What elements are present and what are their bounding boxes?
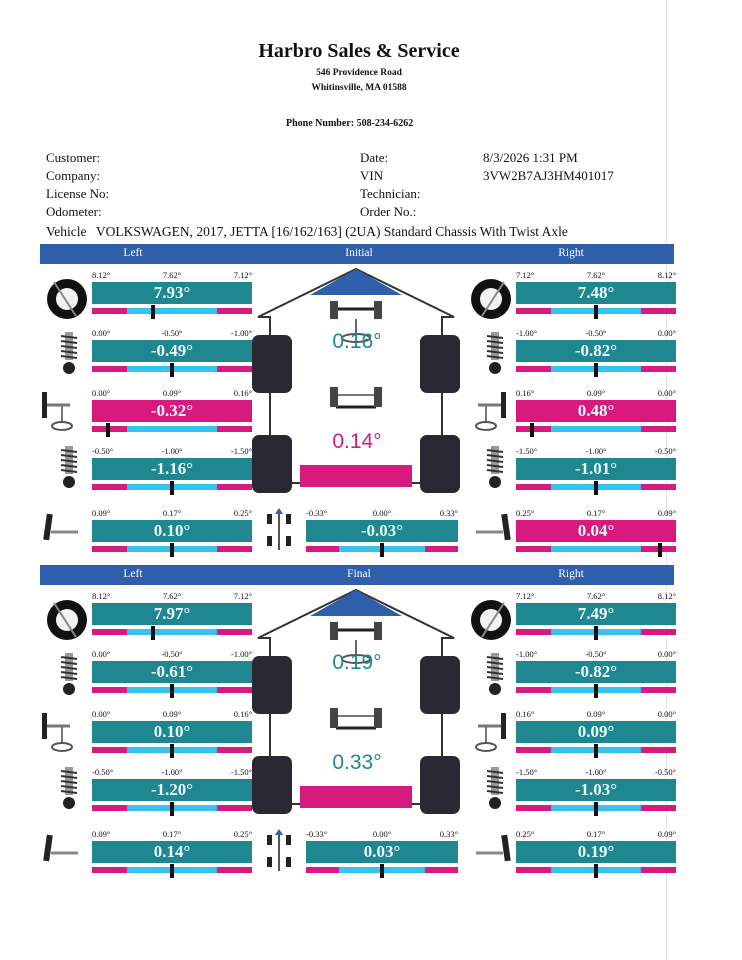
- tire-icon: [252, 756, 292, 814]
- scale-tick-label: 0.17°: [586, 508, 606, 518]
- steering-sai-icon: [40, 709, 78, 755]
- left-rear-toe-gauge: [92, 508, 252, 554]
- final-band: [40, 565, 674, 585]
- gauge-bar: [516, 747, 676, 753]
- bar-out-of-spec-left: [516, 629, 551, 635]
- scale-tick-label: 0.09°: [657, 508, 676, 518]
- gauge-value: -1.03°: [516, 779, 676, 801]
- bar-out-of-spec-right: [217, 867, 252, 873]
- company-label: Company:: [46, 168, 101, 183]
- bar-out-of-spec-left: [306, 546, 339, 552]
- scale-tick-label: -1.00°: [516, 328, 538, 338]
- right-caster-gauge: [516, 649, 676, 695]
- scale-tick-label: -0.50°: [585, 328, 607, 338]
- gauge-bar: [92, 426, 252, 432]
- left-camber-gauge: [92, 270, 252, 316]
- bar-out-of-spec-right: [217, 747, 252, 753]
- scale-tick-label: 7.62°: [162, 270, 182, 280]
- phone-line: [286, 118, 413, 129]
- right-caster-gauge: [516, 328, 676, 374]
- gauge-scale: [92, 709, 252, 721]
- tire-icon: [420, 756, 460, 814]
- right-rear-toe-gauge: [516, 829, 676, 875]
- right-rear-toe-gauge: [516, 508, 676, 554]
- left-rear-toe-gauge: [92, 829, 252, 875]
- gauge-scale: [92, 270, 252, 282]
- scale-tick-label: 0.16°: [516, 388, 535, 398]
- band-label-left: Left: [123, 568, 143, 580]
- scale-tick-label: 0.33°: [439, 508, 458, 518]
- band-label-center: Initial: [345, 247, 373, 259]
- scale-tick-label: -0.50°: [654, 446, 676, 456]
- vehicle-label: Vehicle: [46, 224, 87, 239]
- bar-out-of-spec-right: [217, 484, 252, 490]
- scale-tick-label: 0.25°: [233, 508, 252, 518]
- gauge-scale: [516, 446, 676, 458]
- toe-angle-icon: [42, 510, 82, 546]
- gauge-scale: [516, 709, 676, 721]
- bar-in-spec: [127, 629, 217, 635]
- scale-tick-label: 0.09°: [657, 829, 676, 839]
- date-value: 8/3/2026 1:31 PM: [483, 150, 578, 165]
- scale-tick-label: 8.12°: [657, 270, 676, 280]
- gauge-value: 7.97°: [92, 603, 252, 625]
- front-total-toe: 0.19°: [332, 651, 382, 674]
- gauge-value: -0.49°: [92, 340, 252, 362]
- gauge-value: 7.48°: [516, 282, 676, 304]
- scale-tick-label: 0.09°: [162, 709, 182, 719]
- vehicle-diagram: [250, 586, 462, 816]
- bar-out-of-spec-left: [516, 687, 551, 693]
- customer-label: Customer:: [46, 150, 101, 165]
- tire-icon: [420, 335, 460, 393]
- steering-sai-icon: [40, 388, 78, 434]
- bar-out-of-spec-left: [306, 867, 339, 873]
- gauge-scale: [92, 508, 252, 520]
- band-label-center: Final: [347, 568, 371, 580]
- bar-out-of-spec-right: [217, 805, 252, 811]
- bar-out-of-spec-right: [641, 629, 676, 635]
- right-camber-gauge: [516, 270, 676, 316]
- gauge-bar: [92, 805, 252, 811]
- scale-tick-label: -1.00°: [516, 649, 538, 659]
- scale-tick-label: 0.09°: [92, 829, 111, 839]
- bar-out-of-spec-right: [217, 426, 252, 432]
- scale-tick-label: 0.00°: [372, 508, 392, 518]
- scale-tick-label: -1.50°: [516, 446, 538, 456]
- phone-label: Phone Number:: [286, 118, 355, 129]
- gauge-bar: [516, 629, 676, 635]
- scale-tick-label: -0.50°: [92, 446, 114, 456]
- gauge-value: -1.16°: [92, 458, 252, 480]
- right-rear-camber-gauge: [516, 767, 676, 813]
- gauge-bar: [92, 687, 252, 693]
- bar-out-of-spec-left: [516, 867, 551, 873]
- bar-out-of-spec-left: [516, 747, 551, 753]
- gauge-bar: [516, 867, 676, 873]
- tire-icon: [252, 435, 292, 493]
- vin-value: 3VW2B7AJ3HM401017: [483, 168, 614, 183]
- scale-tick-label: -0.50°: [654, 767, 676, 777]
- scale-tick-label: 0.25°: [233, 829, 252, 839]
- tire-icon: [252, 335, 292, 393]
- gauge-value: -0.82°: [516, 661, 676, 683]
- rear-bumper: [300, 786, 412, 808]
- gauge-needle: [151, 626, 155, 640]
- bar-in-spec: [551, 546, 641, 552]
- thrust-angle-icon: [266, 829, 292, 873]
- scale-tick-label: 0.00°: [657, 388, 676, 398]
- gauge-scale: [92, 649, 252, 661]
- left-caster-gauge: [92, 328, 252, 374]
- scale-tick-label: 0.33°: [439, 829, 458, 839]
- gauge-scale: [516, 591, 676, 603]
- gauge-needle: [594, 363, 598, 377]
- gauge-scale: [306, 508, 458, 520]
- gauge-scale: [516, 649, 676, 661]
- bar-out-of-spec-left: [92, 747, 127, 753]
- order-label: Order No.:: [360, 204, 417, 219]
- scale-tick-label: 0.17°: [162, 829, 182, 839]
- phone-number: 508-234-6262: [356, 118, 414, 129]
- technician-label: Technician:: [360, 186, 421, 201]
- company-city: Whitinsville, MA 01588: [311, 83, 407, 93]
- vehicle-diagram: [250, 265, 462, 495]
- scale-tick-label: -1.00°: [585, 767, 607, 777]
- gauge-bar: [92, 484, 252, 490]
- scale-tick-label: 0.09°: [586, 388, 606, 398]
- gauge-scale: [92, 446, 252, 458]
- gauge-needle: [594, 802, 598, 816]
- bar-out-of-spec-right: [217, 308, 252, 314]
- gauge-value: -0.03°: [306, 520, 458, 542]
- scale-tick-label: 0.17°: [586, 829, 606, 839]
- bar-out-of-spec-right: [641, 484, 676, 490]
- steering-sai-icon: [470, 709, 508, 755]
- bar-out-of-spec-right: [641, 426, 676, 432]
- tire-icon: [420, 656, 460, 714]
- scale-tick-label: -0.33°: [306, 508, 328, 518]
- toe-angle-icon: [42, 831, 82, 867]
- gauge-needle: [170, 543, 174, 557]
- bar-out-of-spec-left: [516, 308, 551, 314]
- gauge-needle: [594, 744, 598, 758]
- license-label: License No:: [46, 186, 110, 201]
- scale-tick-label: -1.50°: [516, 767, 538, 777]
- bar-out-of-spec-left: [92, 366, 127, 372]
- thrust-angle-gauge: [306, 508, 458, 554]
- scale-tick-label: 0.16°: [233, 709, 252, 719]
- scale-tick-label: -1.00°: [161, 446, 183, 456]
- gauge-bar: [516, 687, 676, 693]
- scale-tick-label: 0.00°: [92, 388, 111, 398]
- bar-in-spec: [551, 426, 641, 432]
- bar-out-of-spec-right: [641, 308, 676, 314]
- left-caster-gauge: [92, 649, 252, 695]
- scale-tick-label: 7.12°: [516, 270, 535, 280]
- left-rear-camber-gauge: [92, 767, 252, 813]
- scale-tick-label: -1.00°: [585, 446, 607, 456]
- gauge-needle: [380, 864, 384, 878]
- gauge-value: 0.19°: [516, 841, 676, 863]
- bar-out-of-spec-left: [92, 484, 127, 490]
- company-name: Harbro Sales & Service: [258, 40, 460, 62]
- gauge-value: 0.09°: [516, 721, 676, 743]
- scale-tick-label: -0.50°: [92, 767, 114, 777]
- scale-tick-label: 0.16°: [516, 709, 535, 719]
- gauge-value: -0.82°: [516, 340, 676, 362]
- scale-tick-label: 0.09°: [92, 508, 111, 518]
- initial-band: [40, 244, 674, 264]
- scale-tick-label: 0.00°: [92, 709, 111, 719]
- company-street: 546 Providence Road: [316, 68, 402, 78]
- scale-tick-label: -1.50°: [230, 446, 252, 456]
- gauge-value: -1.01°: [516, 458, 676, 480]
- gauge-bar: [92, 308, 252, 314]
- gauge-bar: [92, 546, 252, 552]
- bar-out-of-spec-right: [425, 546, 458, 552]
- gauge-bar: [306, 546, 458, 552]
- bar-out-of-spec-right: [641, 805, 676, 811]
- gauge-bar: [516, 484, 676, 490]
- gauge-bar: [516, 805, 676, 811]
- strut-caster-icon: [54, 330, 84, 376]
- bar-out-of-spec-right: [641, 687, 676, 693]
- rear-total-toe: 0.33°: [332, 751, 382, 774]
- bar-out-of-spec-left: [516, 805, 551, 811]
- left-camber-gauge: [92, 591, 252, 637]
- scale-tick-label: 8.12°: [657, 591, 676, 601]
- wheel-camber-icon: [468, 597, 514, 643]
- scale-tick-label: 7.62°: [586, 270, 606, 280]
- gauge-bar: [92, 867, 252, 873]
- thrust-angle-icon: [266, 508, 292, 552]
- scale-tick-label: 0.00°: [92, 649, 111, 659]
- band-label-right: Right: [558, 247, 584, 259]
- bar-out-of-spec-left: [92, 805, 127, 811]
- scale-tick-label: -0.50°: [161, 328, 183, 338]
- gauge-bar: [92, 747, 252, 753]
- bar-out-of-spec-right: [217, 366, 252, 372]
- toe-angle-icon: [472, 831, 512, 867]
- date-label: Date:: [360, 150, 389, 165]
- gauge-bar: [516, 546, 676, 552]
- bar-out-of-spec-left: [516, 366, 551, 372]
- thrust-angle-gauge: [306, 829, 458, 875]
- gauge-value: 0.48°: [516, 400, 676, 422]
- scale-tick-label: 7.12°: [233, 270, 252, 280]
- strut-caster-icon: [480, 765, 510, 811]
- gauge-needle: [594, 864, 598, 878]
- gauge-scale: [516, 388, 676, 400]
- strut-caster-icon: [480, 651, 510, 697]
- gauge-value: 7.93°: [92, 282, 252, 304]
- gauge-value: -0.32°: [92, 400, 252, 422]
- bar-out-of-spec-right: [641, 366, 676, 372]
- vin-label: VIN: [360, 168, 384, 183]
- gauge-scale: [516, 508, 676, 520]
- gauge-scale: [516, 829, 676, 841]
- tire-icon: [420, 435, 460, 493]
- wheel-camber-icon: [468, 276, 514, 322]
- gauge-needle: [170, 744, 174, 758]
- rear-bumper: [300, 465, 412, 487]
- scale-tick-label: 0.16°: [233, 388, 252, 398]
- gauge-scale: [92, 767, 252, 779]
- direction-arrow-icon: [310, 269, 402, 295]
- gauge-bar: [92, 366, 252, 372]
- gauge-value: 0.03°: [306, 841, 458, 863]
- scale-tick-label: 0.09°: [586, 709, 606, 719]
- scale-tick-label: -1.00°: [161, 767, 183, 777]
- gauge-bar: [516, 426, 676, 432]
- front-total-toe: 0.16°: [332, 330, 382, 353]
- scale-tick-label: 0.00°: [657, 649, 676, 659]
- gauge-needle: [594, 305, 598, 319]
- strut-caster-icon: [480, 330, 510, 376]
- band-label-right: Right: [558, 568, 584, 580]
- scale-tick-label: 0.25°: [516, 508, 535, 518]
- bar-out-of-spec-right: [217, 629, 252, 635]
- gauge-scale: [92, 829, 252, 841]
- bar-out-of-spec-right: [217, 546, 252, 552]
- gauge-scale: [516, 767, 676, 779]
- vehicle-value: VOLKSWAGEN, 2017, JETTA [16/162/163] (2UA) Standard Chassis With Twist Axle: [95, 224, 568, 239]
- scale-tick-label: 0.00°: [657, 328, 676, 338]
- bar-out-of-spec-left: [516, 484, 551, 490]
- toe-angle-icon: [472, 510, 512, 546]
- bar-out-of-spec-left: [92, 308, 127, 314]
- scale-tick-label: -1.50°: [230, 767, 252, 777]
- strut-caster-icon: [54, 651, 84, 697]
- gauge-bar: [92, 629, 252, 635]
- scale-tick-label: 0.09°: [162, 388, 182, 398]
- bar-out-of-spec-left: [516, 546, 551, 552]
- gauge-bar: [516, 308, 676, 314]
- scale-tick-label: 0.17°: [162, 508, 182, 518]
- bar-out-of-spec-right: [217, 687, 252, 693]
- scale-tick-label: 7.12°: [516, 591, 535, 601]
- scale-tick-label: 0.00°: [92, 328, 111, 338]
- gauge-needle: [151, 305, 155, 319]
- steering-sai-icon: [470, 388, 508, 434]
- gauge-scale: [516, 270, 676, 282]
- gauge-value: 0.10°: [92, 520, 252, 542]
- bar-out-of-spec-left: [92, 629, 127, 635]
- bar-out-of-spec-right: [641, 867, 676, 873]
- gauge-needle: [170, 802, 174, 816]
- scale-tick-label: -1.00°: [230, 649, 252, 659]
- direction-arrow-icon: [310, 590, 402, 616]
- gauge-needle: [170, 684, 174, 698]
- gauge-value: 0.10°: [92, 721, 252, 743]
- gauge-scale: [92, 328, 252, 340]
- gauge-value: 0.04°: [516, 520, 676, 542]
- scale-tick-label: 8.12°: [92, 591, 111, 601]
- scale-tick-label: -0.33°: [306, 829, 328, 839]
- bar-out-of-spec-left: [92, 687, 127, 693]
- gauge-scale: [306, 829, 458, 841]
- scale-tick-label: 0.25°: [516, 829, 535, 839]
- strut-caster-icon: [54, 444, 84, 490]
- gauge-needle: [380, 543, 384, 557]
- right-front-toe-gauge: [516, 388, 676, 434]
- right-rear-camber-gauge: [516, 446, 676, 492]
- bar-in-spec: [127, 426, 217, 432]
- gauge-needle: [594, 684, 598, 698]
- scale-tick-label: 7.62°: [586, 591, 606, 601]
- gauge-needle: [170, 864, 174, 878]
- gauge-value: 7.49°: [516, 603, 676, 625]
- gauge-needle: [106, 423, 110, 437]
- scale-tick-label: -0.50°: [585, 649, 607, 659]
- scale-tick-label: -0.50°: [161, 649, 183, 659]
- gauge-needle: [658, 543, 662, 557]
- gauge-bar: [306, 867, 458, 873]
- scale-tick-label: 7.62°: [162, 591, 182, 601]
- bar-out-of-spec-right: [425, 867, 458, 873]
- gauge-value: -0.61°: [92, 661, 252, 683]
- bar-out-of-spec-left: [92, 867, 127, 873]
- rear-total-toe: 0.14°: [332, 430, 382, 453]
- odometer-label: Odometer:: [46, 204, 102, 219]
- gauge-needle: [594, 481, 598, 495]
- scale-tick-label: 8.12°: [92, 270, 111, 280]
- gauge-bar: [516, 366, 676, 372]
- left-front-toe-gauge: [92, 709, 252, 755]
- band-label-left: Left: [123, 247, 143, 259]
- gauge-scale: [92, 388, 252, 400]
- gauge-value: -1.20°: [92, 779, 252, 801]
- scale-tick-label: 0.00°: [372, 829, 392, 839]
- left-rear-camber-gauge: [92, 446, 252, 492]
- scale-tick-label: 7.12°: [233, 591, 252, 601]
- gauge-needle: [170, 363, 174, 377]
- bar-in-spec: [127, 308, 217, 314]
- scale-tick-label: 0.00°: [657, 709, 676, 719]
- gauge-scale: [516, 328, 676, 340]
- gauge-needle: [530, 423, 534, 437]
- wheel-camber-icon: [44, 597, 90, 643]
- scale-tick-label: -1.00°: [230, 328, 252, 338]
- left-front-toe-gauge: [92, 388, 252, 434]
- strut-caster-icon: [480, 444, 510, 490]
- gauge-needle: [170, 481, 174, 495]
- right-front-toe-gauge: [516, 709, 676, 755]
- gauge-scale: [92, 591, 252, 603]
- vehicle-line: [46, 224, 568, 240]
- bar-out-of-spec-right: [641, 747, 676, 753]
- wheel-camber-icon: [44, 276, 90, 322]
- right-camber-gauge: [516, 591, 676, 637]
- strut-caster-icon: [54, 765, 84, 811]
- gauge-needle: [594, 626, 598, 640]
- tire-icon: [252, 656, 292, 714]
- bar-out-of-spec-left: [92, 546, 127, 552]
- gauge-value: 0.14°: [92, 841, 252, 863]
